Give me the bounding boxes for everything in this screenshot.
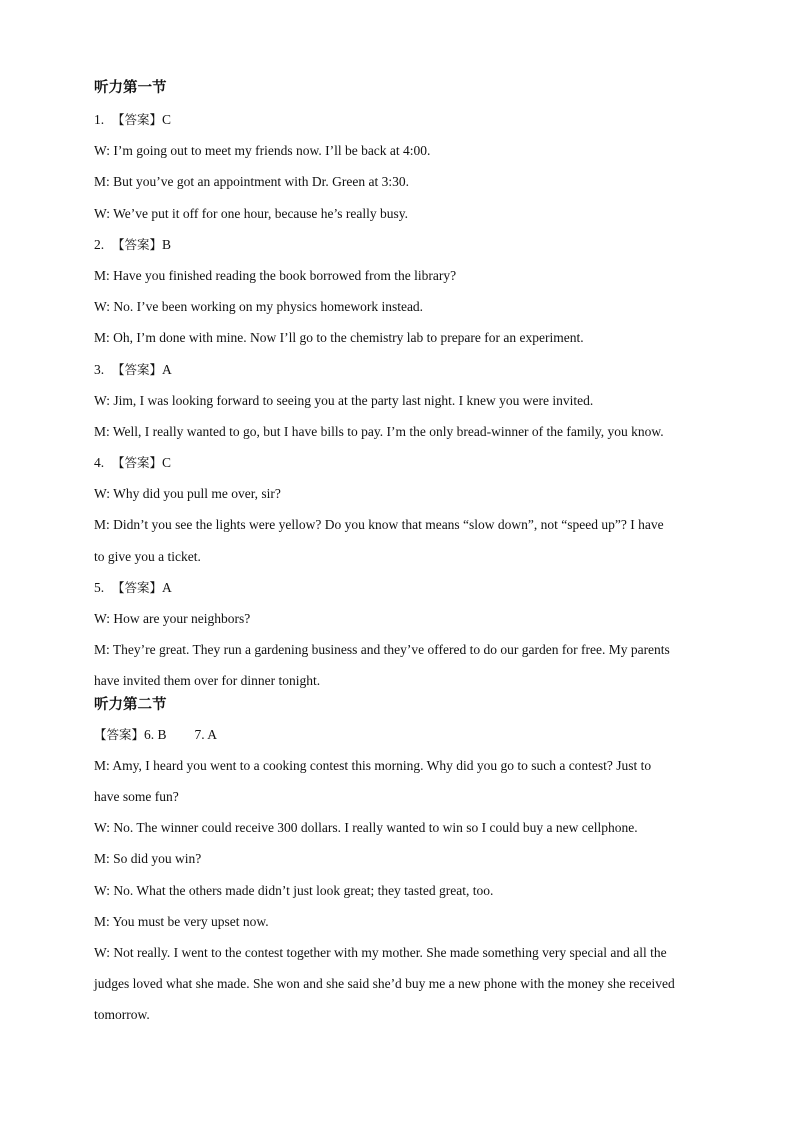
dialogue-line: M: Well, I really wanted to go, but I have bills to pay. I’m the only bread-winner of the family, you know. (94, 423, 664, 439)
dialogue-line: tomorrow. (94, 1007, 150, 1023)
answer-value-7: 7. A (194, 726, 218, 742)
dialogue-line: W: We’ve put it off for one hour, because he’s really busy. (94, 205, 409, 221)
answer-line-3 (94, 354, 706, 385)
dialogue-line: have some fun? (94, 788, 179, 804)
answer-label: 【答案】 (112, 236, 163, 252)
dialogue-line: M: So did you win? (94, 851, 202, 867)
answer-value: A (162, 361, 172, 377)
dialogue-line: M: But you’ve got an appointment with Dr. Green at 3:30. (94, 174, 409, 190)
answer-label: 【答案】 (112, 361, 163, 377)
dialogue-line: have invited them over for dinner tonight. (94, 673, 321, 689)
dialogue-line: to give you a ticket. (94, 548, 201, 564)
answer-label: 【答案】 (112, 579, 163, 595)
answer-value: C (162, 455, 172, 471)
dialogue-line: M: Amy, I heard you went to a cooking contest this morning. Why did you go to such a contest? Just to (94, 757, 652, 773)
answer-value-6: 6. B (144, 726, 167, 742)
dialogue-line: W: How are your neighbors? (94, 611, 251, 626)
dialogue-line: W: Not really. I went to the contest together with my mother. She made something very special and all the (94, 944, 667, 960)
dialogue-line: W: Jim, I was looking forward to seeing you at the party last night. I knew you were invited. (94, 392, 594, 408)
dialogue-line: judges loved what she made. She won and she said she’d buy me a new phone with the money she received (94, 976, 675, 992)
answer-label: 【答案】 (112, 112, 163, 127)
dialogue-line: M: You must be very upset now. (94, 913, 269, 929)
answer-line-5 (94, 572, 706, 603)
document-page (94, 76, 706, 1030)
answer-value: C (162, 112, 172, 127)
dialogue-line: M: Have you finished reading the book borrowed from the library? (94, 267, 457, 283)
question-number: 4. (94, 455, 105, 471)
answer-line-2 (94, 229, 706, 260)
answer-label: 【答案】 (94, 726, 145, 742)
dialogue-line: W: No. What the others made didn’t just look great; they tasted great, too. (94, 882, 494, 898)
dialogue-line: M: Oh, I’m done with mine. Now I’ll go to the chemistry lab to prepare for an experiment. (94, 330, 584, 346)
answer-line-6-7 (94, 719, 706, 750)
dialogue-line: W: No. The winner could receive 300 dollars. I really wanted to win so I could buy a new cellphone. (94, 820, 638, 836)
section1-title: 听力第一节 (94, 80, 167, 96)
answer-value: A (162, 579, 172, 595)
dialogue-line: W: Why did you pull me over, sir? (94, 486, 281, 502)
answer-line-4 (94, 447, 706, 478)
answer-value: B (162, 236, 172, 252)
section2-title: 听力第二节 (94, 696, 167, 713)
question-number: 2. (94, 236, 105, 252)
answer-label: 【答案】 (112, 455, 163, 471)
dialogue-line: M: They’re great. They run a gardening business and they’ve offered to do our garden for free. My parents (94, 642, 670, 658)
question-number: 1. (94, 112, 105, 127)
dialogue-line: M: Didn’t you see the lights were yellow? Do you know that means “slow down”, not “speed up”? I have (94, 517, 664, 533)
dialogue-line: W: I’m going out to meet my friends now. I’ll be back at 4:00. (94, 143, 431, 159)
answer-line-1 (94, 104, 706, 135)
question-number: 3. (94, 361, 105, 377)
dialogue-line: W: No. I’ve been working on my physics homework instead. (94, 299, 424, 315)
question-number: 5. (94, 579, 105, 595)
